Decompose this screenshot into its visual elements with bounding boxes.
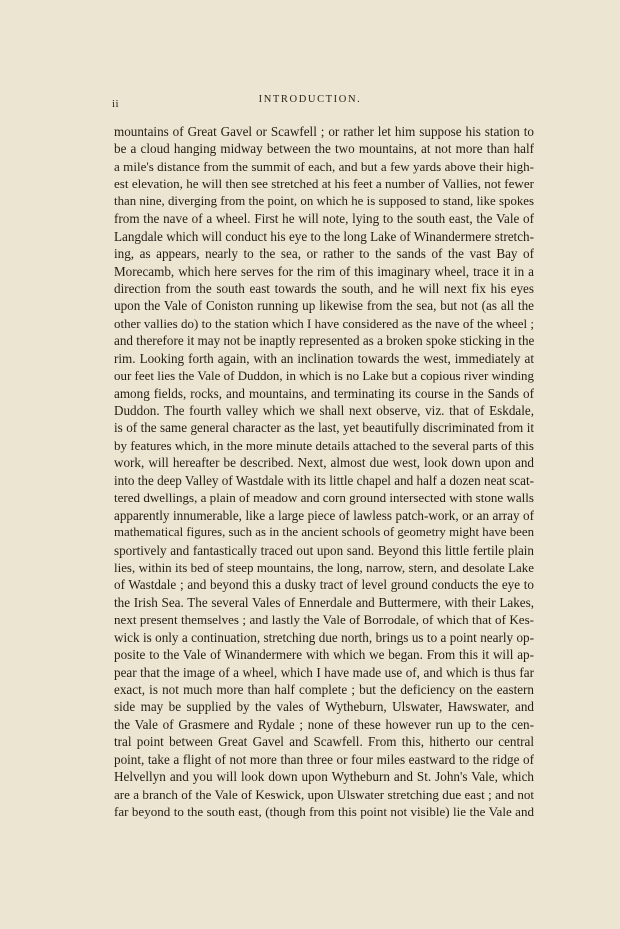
text-line: tral point between Great Gavel and Scawfell. From this, hitherto our central <box>114 734 534 750</box>
text-line: tered dwellings, a plain of meadow and corn ground intersected with stone walls <box>114 490 534 506</box>
text-line: rim. Looking forth again, with an inclination towards the west, immediately at <box>114 350 534 366</box>
text-line: direction from the south east towards the south, and he will next fix his eyes <box>114 280 534 296</box>
text-line: ing, as appears, nearly to the sea, or rather to the sands of the vast Bay of <box>114 246 534 262</box>
page-number: ii <box>112 98 120 110</box>
text-line: far beyond to the south east, (though from this point not visible) lie the Vale and <box>114 804 534 820</box>
text-line: lies, within its bed of steep mountains, the long, narrow, stern, and desolate Lake <box>114 559 534 575</box>
text-line: upon the Vale of Coniston running up likewise from the sea, but not (as all the <box>114 298 534 314</box>
text-line: exact, is not much more than half complete ; but the deficiency on the eastern <box>114 682 534 697</box>
text-line: Helvellyn and you will look down upon Wytheburn and St. John's Vale, which <box>114 769 534 785</box>
text-line: the Vale of Grasmere and Rydale ; none of these however run up to the cen- <box>114 716 534 732</box>
text-line: apparently innumerable, like a large piece of lawless patch-work, or an array of <box>114 507 534 523</box>
text-line: from the nave of a wheel. First he will note, lying to the south east, the Vale of <box>114 211 534 227</box>
text-line: point, take a flight of not more than three or four miles eastward to the ridge of <box>114 751 534 767</box>
running-head: INTRODUCTION. <box>258 94 362 105</box>
text-line: than nine, diverging from the point, on which he is supposed to stand, like spokes <box>114 193 534 208</box>
text-line: est elevation, he will then see stretched at his feet a number of Vallies, not fewer <box>114 176 534 192</box>
text-line: is of the same general character as the last, yet beautifully discriminated from it <box>114 420 534 436</box>
text-line: Langdale which will conduct his eye to the long Lake of Winandermere stretch- <box>114 228 534 244</box>
text-line: posite to the Vale of Winandermere with which we began. From this it will ap- <box>114 647 534 663</box>
text-line: sportively and fantastically traced out upon sand. Beyond this little fertile plain <box>114 542 534 558</box>
text-line: the Irish Sea. The several Vales of Ennerdale and Buttermere, with their Lakes, <box>114 594 534 610</box>
text-line: Morecamb, which here serves for the rim of this imaginary wheel, trace it in a <box>114 263 534 279</box>
text-line: work, will hereafter be described. Next, almost due west, look down upon and <box>114 455 534 471</box>
text-line: next present themselves ; and lastly the Vale of Borrodale, of which that of Kes- <box>114 612 534 628</box>
text-line: side may be supplied by the vales of Wytheburn, Ulswater, Hawswater, and <box>114 699 534 715</box>
text-line: Duddon. The fourth valley which we shall next observe, viz. that of Eskdale, <box>114 403 534 418</box>
text-line: mountains of Great Gavel or Scawfell ; or rather let him suppose his station to <box>114 124 534 139</box>
text-line: pear that the image of a wheel, which I have made use of, and which is thus far <box>114 664 534 680</box>
text-line: a mile's distance from the summit of each, and but a few yards above their high- <box>114 158 534 174</box>
text-line: are a branch of the Vale of Keswick, upon Ulswater stretching due east ; and not <box>114 786 534 802</box>
text-line: mathematical figures, such as in the ancient schools of geometry might have been <box>114 525 534 540</box>
text-line: among fields, rocks, and mountains, and terminating its course in the Sands of <box>114 385 534 401</box>
text-line: be a cloud hanging midway between the two mountains, at not more than half <box>114 141 534 157</box>
text-line: into the deep Valley of Wastdale with its little chapel and half a dozen neat scat- <box>114 472 534 488</box>
text-line: and therefore it may not be inaptly represented as a broken spoke sticking in the <box>114 333 535 349</box>
text-line: by features which, in the more minute details attached to the several parts of this <box>114 437 534 453</box>
text-line: our feet lies the Vale of Duddon, in which is no Lake but a copious river winding <box>114 368 534 384</box>
text-line: of Wastdale ; and beyond this a dusky tract of level ground conducts the eye to <box>114 577 534 593</box>
body-text <box>114 123 534 821</box>
text-line: wick is only a continuation, stretching due north, brings us to a point nearly op- <box>114 629 534 645</box>
text-line: other vallies do) to the station which I have considered as the nave of the wheel ; <box>114 315 534 331</box>
